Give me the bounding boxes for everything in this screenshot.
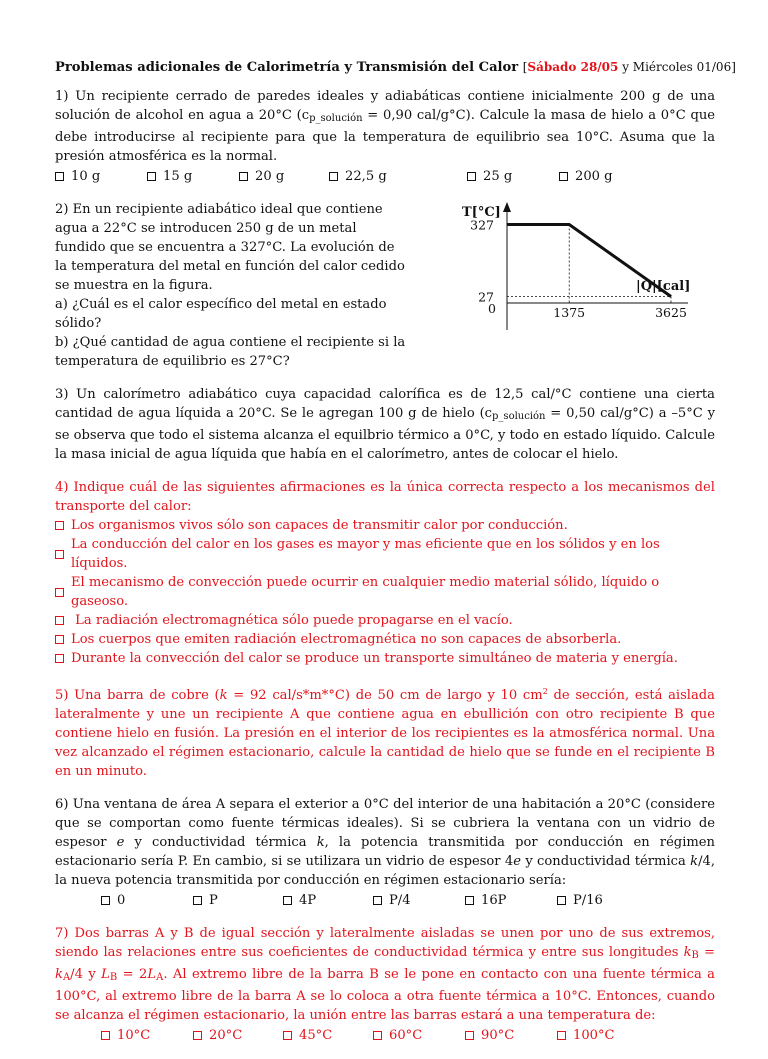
q4-option[interactable] bbox=[55, 516, 715, 535]
q1-option-label: 15 g bbox=[163, 169, 193, 184]
q7-var: L bbox=[147, 967, 157, 982]
checkbox-icon[interactable] bbox=[329, 172, 338, 181]
q4-option-label: La conducción del calor en los gases es mayor y mas eficiente que en los sólidos y en los líquidos. bbox=[70, 537, 660, 571]
checkbox-icon[interactable] bbox=[193, 896, 202, 905]
document-page bbox=[55, 58, 736, 1059]
question-6 bbox=[55, 795, 715, 910]
q5-text-b: = 92 cal/s*m*°C) de 50 cm de largo y 10 cm bbox=[227, 688, 543, 703]
q2-part-b: b) ¿Qué cantidad de agua contiene el recipiente si la temperatura de equilibrio es 27°C? bbox=[55, 335, 406, 369]
q6-text-c: , la potencia transmitida por conducción en régimen estacionario sería P. En cambio, si se utilizara un vidrio de espesor 4 bbox=[55, 835, 715, 869]
q6-option[interactable] bbox=[373, 891, 465, 910]
q4-option[interactable] bbox=[55, 611, 715, 630]
title-dates bbox=[523, 60, 736, 74]
q7-subscript: A bbox=[62, 972, 71, 983]
q7-subscript: A bbox=[156, 972, 164, 983]
q4-option-label: La radiación electromagnética sólo puede propagarse en el vacío. bbox=[71, 613, 513, 628]
q1-option-label: 22,5 g bbox=[345, 169, 387, 184]
q6-option[interactable] bbox=[101, 891, 193, 910]
checkbox-icon[interactable] bbox=[101, 1031, 110, 1040]
q1-option[interactable] bbox=[559, 167, 613, 186]
q7-text: /4 y bbox=[70, 967, 102, 982]
checkbox-icon[interactable] bbox=[465, 1031, 474, 1040]
q5-superscript: 2 bbox=[542, 687, 548, 696]
q7-option[interactable] bbox=[373, 1026, 465, 1045]
question-2 bbox=[55, 200, 715, 371]
q6-option[interactable] bbox=[193, 891, 283, 910]
title-main: Problemas adicionales de Calorimetría y Transmisión del Calor bbox=[55, 60, 519, 75]
checkbox-icon[interactable] bbox=[557, 896, 566, 905]
checkbox-icon[interactable] bbox=[55, 550, 64, 559]
q7-var: k bbox=[683, 945, 692, 960]
question-3 bbox=[55, 385, 715, 464]
q1-option[interactable] bbox=[147, 167, 239, 186]
q7-var: k bbox=[55, 967, 63, 982]
q4-option-label: Los cuerpos que emiten radiación electromagnética no son capaces de absorberla. bbox=[71, 632, 622, 647]
checkbox-icon[interactable] bbox=[373, 1031, 382, 1040]
q6-var-k: k bbox=[316, 835, 325, 850]
question-4 bbox=[55, 478, 715, 668]
question-4-options bbox=[55, 516, 715, 668]
q6-text-d: y conductividad térmica bbox=[520, 854, 691, 869]
q1-option-label: 10 g bbox=[71, 169, 101, 184]
checkbox-icon[interactable] bbox=[193, 1031, 202, 1040]
question-7 bbox=[55, 924, 715, 1045]
q7-option[interactable] bbox=[557, 1026, 615, 1045]
q7-option[interactable] bbox=[193, 1026, 283, 1045]
checkbox-icon[interactable] bbox=[465, 896, 474, 905]
q6-text-a: 6) Una ventana de área A separa el exterior a 0°C del interior de una habitación a 20°C (considere que se comportan como fuente térmicas ideales). Si se cubriera la ventana con un vidrio de espesor bbox=[55, 797, 715, 850]
q5-var-k: k bbox=[219, 688, 228, 703]
question-1-options bbox=[55, 167, 715, 186]
q6-option-label: P bbox=[209, 893, 218, 908]
temperature-heat-chart bbox=[410, 200, 715, 371]
y-axis-arrow-icon bbox=[503, 202, 511, 212]
x-axis-label: |Q|[cal] bbox=[636, 279, 691, 294]
q6-text-b: y conductividad térmica bbox=[124, 835, 317, 850]
q4-option[interactable] bbox=[55, 535, 715, 573]
checkbox-icon[interactable] bbox=[467, 172, 476, 181]
checkbox-icon[interactable] bbox=[559, 172, 568, 181]
q4-option[interactable] bbox=[55, 630, 715, 649]
q6-option-label: P/16 bbox=[573, 893, 603, 908]
q7-text-a: 7) Dos barras A y B de igual sección y lateralmente aisladas se unen por uno de sus extremos, siendo las relaciones entre sus coeficientes de conductividad térmica y entre sus longitudes bbox=[55, 926, 715, 960]
bracket-close: ] bbox=[731, 60, 736, 74]
x-tick-label: 0 bbox=[488, 301, 496, 316]
q1-option[interactable] bbox=[467, 167, 559, 186]
q1-option[interactable] bbox=[239, 167, 329, 186]
q1-option-label: 25 g bbox=[483, 169, 513, 184]
chart-svg bbox=[410, 200, 715, 335]
question-6-text bbox=[55, 795, 715, 890]
checkbox-icon[interactable] bbox=[283, 896, 292, 905]
question-2-text bbox=[55, 200, 410, 371]
checkbox-icon[interactable] bbox=[283, 1031, 292, 1040]
checkbox-icon[interactable] bbox=[55, 172, 64, 181]
q1-text-b: = 0,90 cal/g°C). Calcule la masa de hielo a 0°C que debe introducirse al recipiente para que la temperatura de equilibrio sea 10°C. Asuma que la presión atmosférica es la normal. bbox=[55, 108, 716, 164]
q4-option-label: El mecanismo de convección puede ocurrir en cualquier medio material sólido, líquido o gaseoso. bbox=[70, 575, 660, 609]
q2-paragraph: 2) En un recipiente adiabático ideal que contiene agua a 22°C se introducen 250 g de un metal fundido que se encuentra a 327°C. La evolución de la temperatura del metal en función del calor cedido se muestra en la figura. bbox=[55, 202, 405, 293]
y-axis-label: T[°C] bbox=[462, 205, 501, 220]
question-6-options bbox=[55, 891, 715, 910]
bracket-open: [ bbox=[522, 60, 528, 74]
question-7-options bbox=[55, 1026, 715, 1045]
q7-option[interactable] bbox=[283, 1026, 373, 1045]
x-tick-label: 3625 bbox=[655, 305, 687, 320]
q1-option-label: 20 g bbox=[255, 169, 285, 184]
checkbox-icon[interactable] bbox=[147, 172, 156, 181]
q1-text-a: 1) Un recipiente cerrado de paredes ideales y adiabáticas contiene inicialmente 200 g de una solución de alcohol en agua a 20°C (c bbox=[55, 89, 715, 123]
q6-option-label: 4P bbox=[299, 893, 317, 908]
q4-option[interactable] bbox=[55, 649, 715, 668]
question-3-text bbox=[55, 385, 715, 464]
question-7-text bbox=[55, 924, 715, 1025]
q7-option-label: 10°C bbox=[117, 1028, 151, 1043]
q1-option[interactable] bbox=[55, 167, 147, 186]
q7-text-b: . Al extremo libre de la barra B se le pone en contacto con una fuente térmica a 100°C, al extremo libre de la barra A se lo coloca a otra fuente térmica a 10°C. Entonces, cuando se alcanza el régimen estacionario, la unión entre las barras estará a una temperatura de: bbox=[55, 967, 715, 1023]
checkbox-icon[interactable] bbox=[55, 635, 64, 644]
q4-option[interactable] bbox=[55, 573, 715, 611]
q3-text-b: = 0,50 cal/g°C) a –5°C y se observa que todo el sistema alcanza el equilbrio térmico a 0°C, y todo en estado líquido. Calcule la masa inicial de agua líquida que había en el calorímetro, antes de colocar el hielo. bbox=[55, 406, 715, 462]
question-1 bbox=[55, 87, 715, 186]
q4-option-label: Durante la convección del calor se produce un transporte simultáneo de materia y energía. bbox=[71, 651, 678, 666]
q6-var-k: k bbox=[690, 854, 699, 869]
date-saturday: Sábado 28/05 bbox=[527, 60, 619, 74]
document-title bbox=[55, 58, 736, 77]
q6-option-label: P/4 bbox=[389, 893, 411, 908]
question-5 bbox=[55, 682, 715, 781]
y-tick-label: 27 bbox=[478, 289, 494, 305]
q7-option-label: 20°C bbox=[209, 1028, 243, 1043]
q7-option-label: 90°C bbox=[481, 1028, 515, 1043]
checkbox-icon[interactable] bbox=[373, 896, 382, 905]
question-4-text: 4) Indique cuál de las siguientes afirmaciones es la única correcta respecto a los mecanismos del transporte del calor: bbox=[55, 480, 715, 514]
date-wednesday: y Miércoles 01/06 bbox=[618, 60, 732, 74]
q6-text-e: /4, la nueva potencia transmitida por conducción en régimen estacionario sería: bbox=[55, 854, 715, 888]
q7-subscript: B bbox=[691, 950, 699, 961]
checkbox-icon[interactable] bbox=[101, 896, 110, 905]
checkbox-icon[interactable] bbox=[55, 654, 64, 663]
question-1-text bbox=[55, 87, 715, 166]
q2-part-a: a) ¿Cuál es el calor específico del metal en estado sólido? bbox=[55, 297, 387, 331]
q4-option-label: Los organismos vivos sólo son capaces de transmitir calor por conducción. bbox=[71, 518, 568, 533]
q6-var-e: e bbox=[513, 854, 521, 869]
q1-subscript: p_solución bbox=[309, 113, 363, 124]
question-5-text bbox=[55, 682, 715, 781]
checkbox-icon[interactable] bbox=[239, 172, 248, 181]
x-tick-label: 1375 bbox=[553, 305, 586, 320]
q5-text-a: 5) Una barra de cobre ( bbox=[55, 688, 220, 703]
q6-option[interactable] bbox=[557, 891, 603, 910]
q6-option[interactable] bbox=[283, 891, 373, 910]
q6-var-e: e bbox=[116, 835, 125, 850]
checkbox-icon[interactable] bbox=[55, 521, 64, 530]
q3-text-a: 3) Un calorímetro adiabático cuya capacidad calorífica es de 12,5 cal/°C contiene una cierta cantidad de agua líquida a 20°C. Se le agregan 100 g de hielo (c bbox=[55, 387, 715, 421]
checkbox-icon[interactable] bbox=[55, 588, 64, 597]
q3-subscript: p_solución bbox=[492, 411, 546, 422]
q6-option-label: 16P bbox=[481, 893, 507, 908]
q7-option[interactable] bbox=[101, 1026, 193, 1045]
checkbox-icon[interactable] bbox=[55, 616, 64, 625]
q7-option-label: 45°C bbox=[299, 1028, 333, 1043]
y-tick-label: 327 bbox=[470, 217, 494, 233]
q7-option-label: 60°C bbox=[389, 1028, 423, 1043]
q7-text: = bbox=[698, 945, 715, 960]
q7-var: L bbox=[101, 967, 110, 982]
q1-option[interactable] bbox=[329, 167, 467, 186]
q7-option-label: 100°C bbox=[573, 1028, 615, 1043]
q6-option[interactable] bbox=[465, 891, 557, 910]
q7-subscript: B bbox=[109, 972, 118, 983]
checkbox-icon[interactable] bbox=[557, 1031, 566, 1040]
q5-text-c: de sección, está aislada lateralmente y une un recipiente A que contiene agua en ebullición con otro recipiente B que contiene hielo en fusión. La presión en el interior de los recipientes es la atmosférica normal. Una vez alcanzado el régimen estacionario, calcule la cantidad de hielo que se funde en el recipiente B en un minuto. bbox=[55, 688, 715, 779]
q1-option-label: 200 g bbox=[575, 169, 613, 184]
q7-option[interactable] bbox=[465, 1026, 557, 1045]
q7-text: = 2 bbox=[117, 967, 148, 982]
q6-option-label: 0 bbox=[117, 893, 126, 908]
